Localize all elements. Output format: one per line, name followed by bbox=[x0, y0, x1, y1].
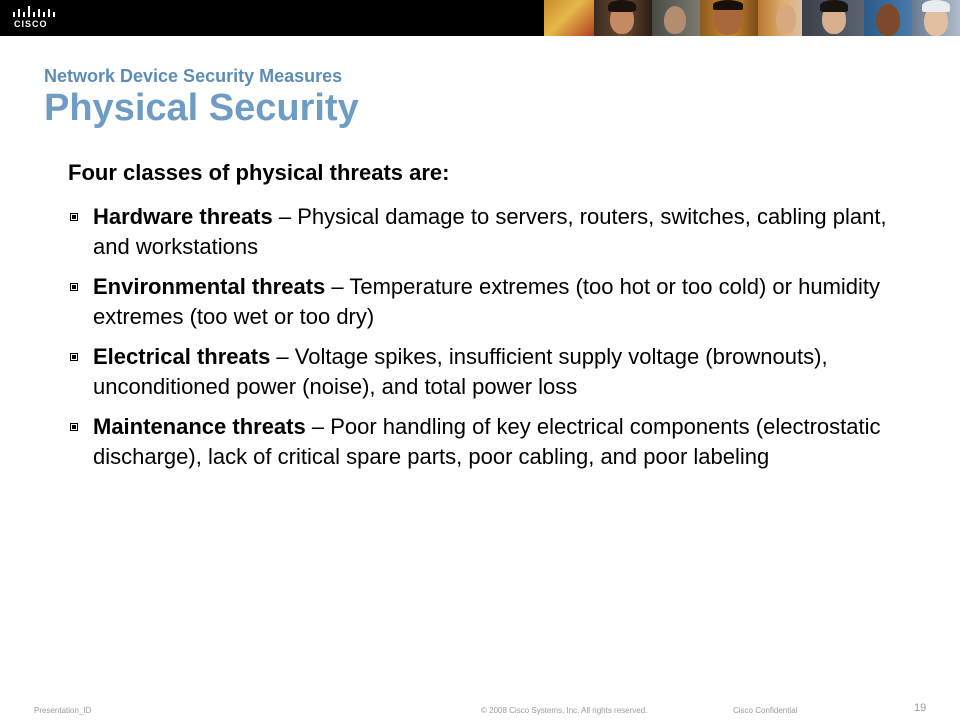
portrait-photo-icon bbox=[652, 0, 700, 36]
slide-subtitle: Network Device Security Measures bbox=[44, 66, 343, 86]
footer-copyright: © 2008 Cisco Systems, Inc. All rights reserved. bbox=[481, 706, 648, 715]
list-item bbox=[68, 342, 888, 402]
threat-term: Hardware threats bbox=[93, 204, 273, 229]
slide-body bbox=[68, 158, 888, 482]
cisco-logo-text: CISCO bbox=[14, 19, 48, 29]
portrait-photo-icon bbox=[758, 0, 802, 36]
footer-presentation-id: Presentation_ID bbox=[34, 706, 92, 715]
portrait-photo-icon bbox=[864, 0, 912, 36]
page-number: 19 bbox=[914, 702, 927, 714]
square-bullet-icon bbox=[70, 353, 78, 361]
intro-text: Four classes of physical threats are: bbox=[68, 160, 450, 185]
portrait-photo-icon bbox=[912, 0, 960, 36]
footer-confidential: Cisco Confidential bbox=[733, 706, 798, 715]
slide-title: Physical Security bbox=[44, 87, 359, 129]
cisco-bars-icon bbox=[12, 6, 56, 18]
threat-description: – Temperature extremes (too hot or too cold) or humidity extremes (too wet or too dry) bbox=[93, 274, 881, 329]
header-bar bbox=[0, 0, 960, 36]
list-item bbox=[68, 202, 888, 262]
threat-term: Maintenance threats bbox=[93, 414, 306, 439]
threat-term: Environmental threats bbox=[93, 274, 326, 299]
portrait-photo-icon bbox=[802, 0, 864, 36]
threat-description: – Poor handling of key electrical components (electrostatic discharge), lack of critical spare parts, poor cabling, and poor labeling bbox=[93, 414, 881, 469]
square-bullet-icon bbox=[70, 283, 78, 291]
threat-term: Electrical threats bbox=[93, 344, 271, 369]
square-bullet-icon bbox=[70, 213, 78, 221]
title-block bbox=[44, 66, 359, 130]
header-photo-strip bbox=[544, 0, 960, 36]
portrait-photo-icon bbox=[700, 0, 758, 36]
cisco-logo bbox=[10, 4, 60, 32]
square-bullet-icon bbox=[70, 423, 78, 431]
threat-description: – Voltage spikes, insufficient supply voltage (brownouts), unconditioned power (noise), and total power loss bbox=[93, 344, 828, 399]
list-item bbox=[68, 272, 888, 332]
threat-list bbox=[68, 202, 888, 472]
portrait-photo-icon bbox=[544, 0, 594, 36]
list-item bbox=[68, 412, 888, 472]
portrait-photo-icon bbox=[594, 0, 652, 36]
threat-description: – Physical damage to servers, routers, switches, cabling plant, and workstations bbox=[93, 204, 887, 259]
